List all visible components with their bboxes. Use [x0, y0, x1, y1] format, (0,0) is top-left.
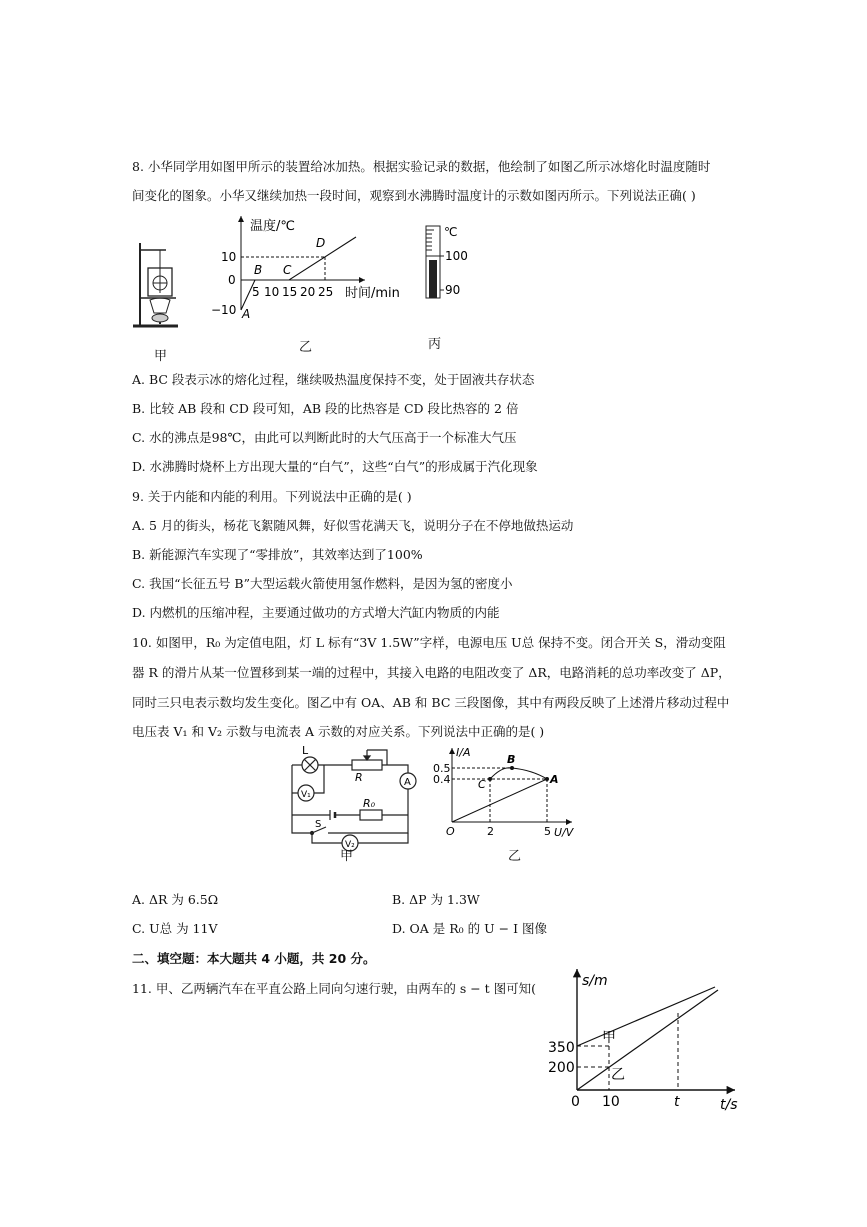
- q8-xtick-25: 25: [318, 285, 334, 299]
- section-title: 二、填空题：本大题共 4 小题，共 20 分。: [132, 951, 376, 966]
- q10-point-b: B: [507, 753, 516, 766]
- q8-option-d: D. 水沸腾时烧杯上方出现大量的“白气”，这些“白气”的形成属于汽化现象: [132, 459, 538, 474]
- q8-fig-yi-caption: 乙: [299, 340, 313, 355]
- q10-xtick-2: 2: [487, 825, 494, 838]
- ammeter-a-label: A: [404, 777, 411, 788]
- q8-stem-line2: 间变化的图象。小华又继续加热一段时间，观察到水沸腾时温度计的示数如图丙所示。下列说法正确( ): [132, 188, 696, 203]
- q10-iu-graph: [432, 744, 582, 839]
- q8-graph-xlabel: 时间/min: [345, 286, 400, 301]
- q11-ytick-200: 200: [548, 1060, 575, 1076]
- circuit-label-r0: R₀: [363, 797, 376, 810]
- circuit-label-r: R: [355, 771, 363, 784]
- q10-option-d: D. OA 是 R₀ 的 U − I 图像: [392, 921, 547, 936]
- q8-graph-ylabel: 温度/℃: [250, 219, 295, 234]
- voltmeter-v1-label: V₁: [301, 790, 311, 800]
- q11-xtick-t: t: [674, 1094, 680, 1110]
- q10-stem-line3: 同时三只电表示数均发生变化。图乙中有 OA、AB 和 BC 三段图像，其中有两段反映了上述滑片移动过程中: [132, 695, 730, 710]
- q9-option-c: C. 我国“长征五号 B”大型运载火箭使用氢作燃料，是因为氢的密度小: [132, 576, 513, 591]
- q8-option-c: C. 水的沸点是98℃，由此可以判断此时的大气压高于一个标准大气压: [132, 430, 517, 445]
- q11-series-yi-label: 乙: [611, 1067, 625, 1083]
- q10-graph-ylabel: I/A: [456, 746, 471, 759]
- q8-apparatus-figure: [130, 238, 190, 333]
- q10-option-c: C. U总 为 11V: [132, 921, 218, 936]
- q8-xtick-5: 5: [252, 285, 260, 299]
- q8-ytick-neg10: −10: [211, 303, 237, 317]
- q8-option-b: B. 比较 AB 段和 CD 段可知，AB 段的比热容是 CD 段比热容的 2 倍: [132, 401, 519, 416]
- q8-point-b: B: [254, 263, 263, 277]
- q8-stem-line1: 8. 小华同学用如图甲所示的装置给冰加热。根据实验记录的数据，他绘制了如图乙所示冰熔化时温度随时: [132, 159, 711, 174]
- q8-xtick-20: 20: [300, 285, 316, 299]
- q10-point-c: C: [478, 778, 486, 791]
- q11-xtick-10: 10: [602, 1094, 620, 1110]
- q11-stem: 11. 甲、乙两辆汽车在平直公路上同向匀速行驶，由两车的 s − t 图可知(: [132, 981, 537, 996]
- q11-series-jia-label: 甲: [602, 1030, 616, 1046]
- switch-s-label: S: [315, 819, 322, 830]
- q9-stem: 9. 关于内能和内能的利用。下列说法中正确的是( ): [132, 489, 412, 504]
- q10-circuit-caption: 甲: [340, 849, 354, 864]
- q10-stem-line2: 器 R 的滑片从某一位置移到某一端的过程中，其接入电路的电阻改变了 ΔR，电路消耗的总功率改变了 ΔP，: [132, 665, 731, 680]
- q10-stem-line1: 10. 如图甲，R₀ 为定值电阻，灯 L 标有“3V 1.5W”字样，电源电压 U总 保持不变。闭合开关 S，滑动变阻: [132, 635, 726, 650]
- q10-ytick-04: 0.4: [433, 773, 451, 786]
- q8-ytick-10: 10: [221, 250, 237, 264]
- q10-ytick-05: 0.5: [433, 762, 451, 775]
- q10-option-b: B. ΔP 为 1.3W: [392, 892, 480, 907]
- q9-option-b: B. 新能源汽车实现了“零排放”，其效率达到了100%: [132, 547, 423, 562]
- thermometer-unit: ℃: [444, 225, 458, 239]
- q8-point-a: A: [242, 307, 251, 321]
- q8-temperature-graph: [205, 210, 405, 330]
- q9-option-d: D. 内燃机的压缩冲程，主要通过做功的方式增大汽缸内物质的内能: [132, 605, 500, 620]
- q10-point-a: A: [550, 773, 559, 786]
- q8-fig-bing-caption: 丙: [428, 337, 442, 352]
- q8-xtick-10: 10: [264, 285, 280, 299]
- q11-xtick-0: 0: [571, 1094, 580, 1110]
- thermometer-tick-100: 100: [445, 249, 468, 263]
- q11-graph-xlabel: t/s: [720, 1097, 738, 1113]
- q10-graph-xlabel: U/V: [554, 826, 574, 839]
- q10-circuit-diagram: [282, 745, 432, 855]
- q8-thermometer-figure: [420, 222, 480, 302]
- thermometer-tick-90: 90: [445, 283, 461, 297]
- q10-option-a: A. ΔR 为 6.5Ω: [132, 892, 219, 907]
- q8-point-c: C: [283, 263, 292, 277]
- q11-st-graph: [545, 963, 745, 1115]
- q8-xtick-15: 15: [282, 285, 298, 299]
- q8-point-d: D: [316, 236, 326, 250]
- circuit-label-l: L: [302, 745, 309, 757]
- q11-graph-ylabel: s/m: [582, 973, 608, 989]
- q11-ytick-350: 350: [548, 1040, 575, 1056]
- q10-point-o: O: [446, 825, 455, 838]
- voltmeter-v2-label: V₂: [345, 840, 355, 850]
- q9-option-a: A. 5 月的街头，杨花飞絮随风舞，好似雪花满天飞，说明分子在不停地做热运动: [132, 518, 574, 533]
- q10-xtick-5: 5: [544, 825, 551, 838]
- q10-stem-line4: 电压表 V₁ 和 V₂ 示数与电流表 A 示数的对应关系。下列说法中正确的是( ): [132, 724, 545, 739]
- q8-option-a: A. BC 段表示冰的熔化过程，继续吸热温度保持不变，处于固液共存状态: [132, 372, 535, 387]
- q8-fig-jia-caption: 甲: [154, 349, 168, 364]
- q10-graph-caption: 乙: [508, 849, 522, 864]
- q8-ytick-0: 0: [228, 273, 236, 287]
